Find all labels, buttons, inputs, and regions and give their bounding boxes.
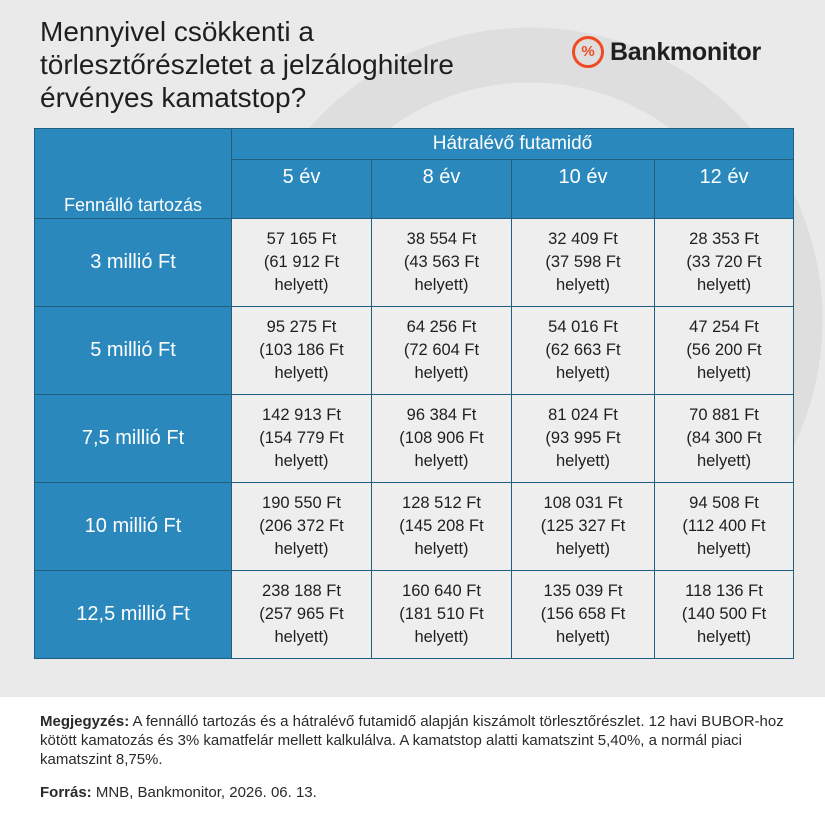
table-cell [232,219,372,307]
table-cell [372,483,512,571]
cell-suffix: helyett) [274,452,329,470]
cell-original: (108 906 Ft [399,429,484,447]
cell-suffix: helyett) [555,628,611,646]
table-cell [512,307,655,395]
source-paragraph [40,783,800,802]
table-row [35,307,794,395]
cell-suffix: helyett) [696,276,752,294]
cell-original: (140 500 Ft [681,605,767,623]
table-cell [372,219,512,307]
note-paragraph [40,712,800,769]
cell-value: 128 512 Ft [402,494,481,512]
table-cell [372,395,512,483]
cell-value: 142 913 Ft [262,406,341,424]
column-header: 8 év [372,160,512,219]
cell-original: (257 965 Ft [259,605,344,623]
row-header: 5 millió Ft [35,307,232,395]
cell-suffix: helyett) [274,276,329,294]
table-cell [655,219,794,307]
cell-original: (154 779 Ft [259,429,344,447]
note-text: A fennálló tartozás és a hátralévő futamidő alapján kiszámolt törlesztőrészlet. 12 havi BUBOR-hoz kötött kamatozás és 3% kamatfelár mellett kalkulálva. A kamatstop alatti kamatszint 5,40%, a normál piaci kamatszint 8,75%. [40,713,784,768]
cell-original: (56 200 Ft [686,341,762,359]
group-header: Hátralévő futamidő [232,129,794,160]
row-axis-label: Fennálló tartozás [35,129,232,219]
cell-suffix: helyett) [414,276,469,294]
payment-table [34,128,794,659]
cell-value: 118 136 Ft [685,582,763,600]
column-header: 5 év [232,160,372,219]
cell-value: 96 384 Ft [406,406,477,424]
cell-original: (72 604 Ft [403,341,480,359]
logo-text: Bankmonitor [610,37,761,66]
cell-suffix: helyett) [696,452,752,470]
cell-value: 64 256 Ft [406,318,477,336]
cell-suffix: helyett) [414,364,469,382]
table-cell [655,483,794,571]
cell-value: 32 409 Ft [548,230,618,248]
cell-value: 190 550 Ft [262,494,341,512]
table-row [35,483,794,571]
table-cell [232,395,372,483]
cell-original: (43 563 Ft [403,253,480,271]
source-label: Forrás: [40,784,92,801]
cell-original: (84 300 Ft [686,429,762,447]
cell-suffix: helyett) [555,276,611,294]
bankmonitor-logo [572,36,761,68]
table-row [35,571,794,659]
cell-value: 95 275 Ft [266,318,337,336]
cell-suffix: helyett) [555,452,611,470]
table-cell [512,483,655,571]
cell-value: 38 554 Ft [406,230,477,248]
table-cell [655,395,794,483]
cell-value: 238 188 Ft [262,582,341,600]
cell-original: (145 208 Ft [399,517,484,535]
title-line: Mennyivel csökkenti a [40,16,314,47]
cell-suffix: helyett) [696,628,752,646]
cell-suffix: helyett) [555,364,611,382]
cell-value: 54 016 Ft [548,318,618,336]
cell-suffix: helyett) [274,540,329,558]
cell-original: (93 995 Ft [545,429,621,447]
table-row [35,395,794,483]
row-header: 10 millió Ft [35,483,232,571]
percent-icon: % [572,36,604,68]
cell-suffix: helyett) [274,364,329,382]
table-cell [232,483,372,571]
cell-suffix: helyett) [414,452,469,470]
cell-original: (156 658 Ft [540,605,626,623]
table-cell [372,571,512,659]
cell-original: (181 510 Ft [399,605,484,623]
title-line: érvényes kamatstop? [40,82,307,113]
cell-original: (37 598 Ft [545,253,621,271]
cell-suffix: helyett) [414,540,469,558]
table-row [35,219,794,307]
table-cell [512,571,655,659]
cell-original: (125 327 Ft [540,517,626,535]
row-header: 3 millió Ft [35,219,232,307]
page-title [40,15,560,114]
table-cell [512,219,655,307]
cell-original: (206 372 Ft [259,517,344,535]
cell-original: (33 720 Ft [686,253,762,271]
cell-value: 135 039 Ft [543,582,623,600]
table-cell [372,307,512,395]
note-label: Megjegyzés: [40,713,130,730]
cell-value: 70 881 Ft [689,406,759,424]
column-header: 10 év [512,160,655,219]
row-header: 7,5 millió Ft [35,395,232,483]
source-text: MNB, Bankmonitor, 2026. 06. 13. [95,784,317,801]
cell-original: (112 400 Ft [682,517,766,535]
cell-value: 81 024 Ft [548,406,618,424]
cell-value: 47 254 Ft [689,318,759,336]
cell-original: (61 912 Ft [263,253,340,271]
cell-suffix: helyett) [696,364,752,382]
table-cell [232,307,372,395]
cell-value: 57 165 Ft [266,230,337,248]
cell-value: 28 353 Ft [689,230,759,248]
cell-original: (103 186 Ft [259,341,344,359]
cell-value: 160 640 Ft [402,582,481,600]
table-cell [655,571,794,659]
row-header: 12,5 millió Ft [35,571,232,659]
cell-suffix: helyett) [274,628,329,646]
cell-suffix: helyett) [414,628,469,646]
table-cell [655,307,794,395]
cell-suffix: helyett) [555,540,611,558]
footnotes [40,712,800,802]
column-header: 12 év [655,160,794,219]
cell-value: 94 508 Ft [689,494,759,512]
cell-suffix: helyett) [696,540,752,558]
table-cell [232,571,372,659]
table-cell [512,395,655,483]
cell-original: (62 663 Ft [545,341,621,359]
title-line: törlesztőrészletet a jelzáloghitelre [40,49,454,80]
cell-value: 108 031 Ft [543,494,623,512]
